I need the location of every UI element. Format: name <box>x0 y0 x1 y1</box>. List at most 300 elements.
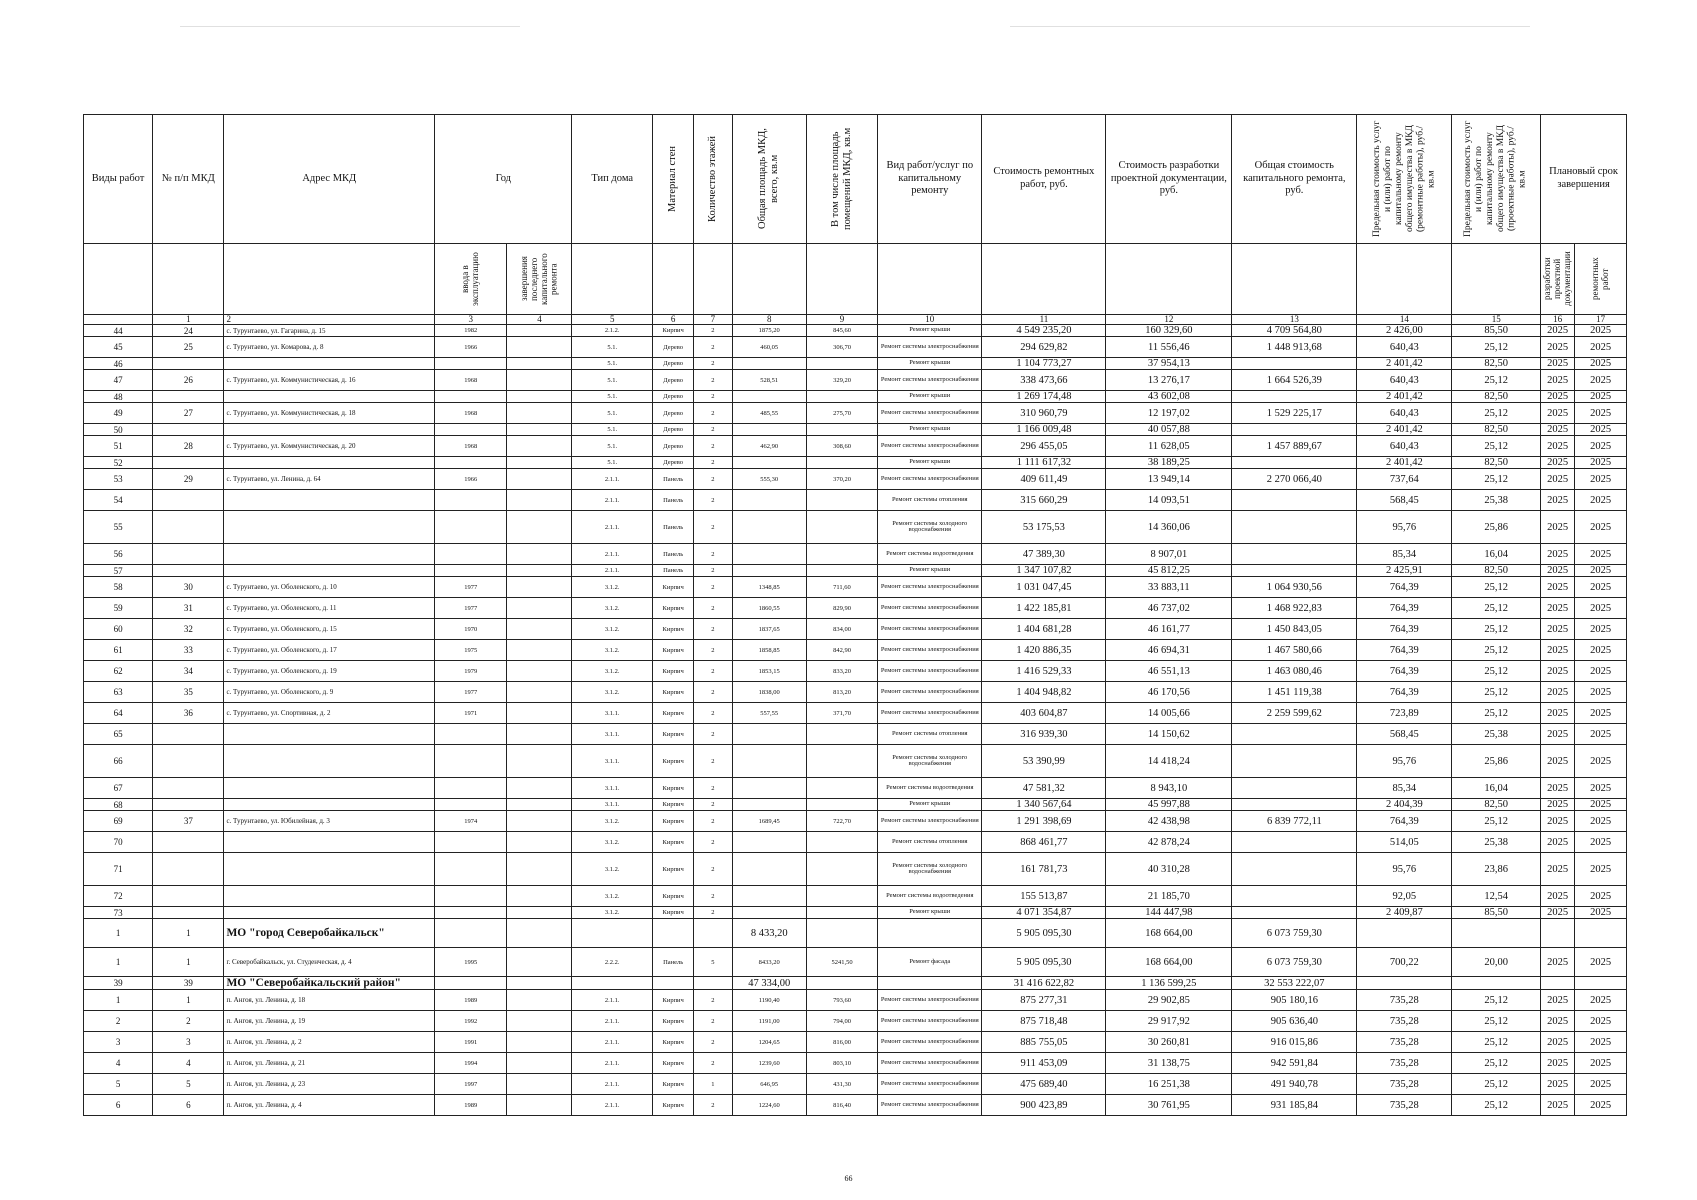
cell-year-commission <box>435 778 507 799</box>
cell-deadline-repair: 2025 <box>1575 703 1627 724</box>
cell-deadline-repair <box>1575 977 1627 990</box>
cell-total-area: 555,30 <box>732 469 806 490</box>
cell-mkd-number <box>153 565 224 577</box>
cell-deadline-repair: 2025 <box>1575 907 1627 919</box>
col-number: 4 <box>507 315 572 325</box>
table-row <box>84 337 1627 358</box>
cell-work-type-number: 64 <box>84 703 153 724</box>
cell-address: с. Турунтаево, ул. Оболенского, д. 9 <box>224 682 435 703</box>
cell-year-commission <box>435 907 507 919</box>
cell-total-area: 1853,15 <box>732 661 806 682</box>
cell-total-area: 47 334,00 <box>732 977 806 990</box>
cell-floors: 2 <box>694 544 732 565</box>
cell-floors: 2 <box>694 1053 732 1074</box>
cell-wall-material: Кирпич <box>653 724 694 745</box>
cell-floors: 2 <box>694 640 732 661</box>
cell-deadline-design: 2025 <box>1541 436 1575 457</box>
cell-work-type-number: 69 <box>84 811 153 832</box>
cell-repair-cost: 875 718,48 <box>982 1011 1106 1032</box>
table-row <box>84 853 1627 886</box>
cell-limit-design: 25,12 <box>1452 619 1541 640</box>
table-row <box>84 948 1627 977</box>
cell-total-area: 485,55 <box>732 403 806 424</box>
cell-year-last-repair <box>507 511 572 544</box>
cell-house-type: 3.1.2. <box>572 886 653 907</box>
cell-total-area <box>732 490 806 511</box>
cell-design-cost: 46 551,13 <box>1106 661 1232 682</box>
scan-artifact <box>180 26 520 27</box>
cell-house-type: 3.1.1. <box>572 724 653 745</box>
cell-total-cost: 1 468 922,83 <box>1232 598 1357 619</box>
cell-address: п. Ангоя, ул. Ленина, д. 19 <box>224 1011 435 1032</box>
cell-mkd-number: 28 <box>153 436 224 457</box>
cell-deadline-repair: 2025 <box>1575 886 1627 907</box>
cell-work-kind: Ремонт системы электроснабжения <box>878 640 982 661</box>
col-number: 3 <box>435 315 507 325</box>
cell-wall-material: Кирпич <box>653 778 694 799</box>
cell-deadline-design: 2025 <box>1541 1032 1575 1053</box>
cell-mkd-number: 30 <box>153 577 224 598</box>
cell-mkd-number: 36 <box>153 703 224 724</box>
cell-year-last-repair <box>507 886 572 907</box>
cell-limit-repair: 640,43 <box>1357 370 1452 391</box>
cell-total-cost <box>1232 511 1357 544</box>
cell-wall-material: Кирпич <box>653 907 694 919</box>
cell-floors: 2 <box>694 799 732 811</box>
cell-limit-repair: 640,43 <box>1357 403 1452 424</box>
cell-work-kind: Ремонт системы водоотведения <box>878 544 982 565</box>
cell-wall-material: Панель <box>653 948 694 977</box>
cell-work-kind: Ремонт системы электроснабжения <box>878 1074 982 1095</box>
cell-total-cost <box>1232 457 1357 469</box>
cell-address: с. Турунтаево, ул. Коммунистическая, д. 20 <box>224 436 435 457</box>
cell-year-last-repair <box>507 661 572 682</box>
cell-premises-area: 816,40 <box>806 1095 877 1116</box>
cell-work-type-number: 55 <box>84 511 153 544</box>
cell-work-kind <box>878 919 982 948</box>
cell-deadline-design: 2025 <box>1541 811 1575 832</box>
cell-year-commission: 1991 <box>435 1032 507 1053</box>
cell-address: с. Турунтаево, ул. Оболенского, д. 15 <box>224 619 435 640</box>
cell-address <box>224 886 435 907</box>
cell-limit-design: 25,12 <box>1452 682 1541 703</box>
cell-deadline-design: 2025 <box>1541 1095 1575 1116</box>
cell-total-cost <box>1232 544 1357 565</box>
cell-year-commission <box>435 457 507 469</box>
cell-year-commission <box>435 544 507 565</box>
cell-floors: 2 <box>694 469 732 490</box>
cell-deadline-design: 2025 <box>1541 619 1575 640</box>
table-row <box>84 907 1627 919</box>
cell-work-kind: Ремонт системы электроснабжения <box>878 1095 982 1116</box>
cell-total-area <box>732 424 806 436</box>
cell-wall-material: Дерево <box>653 391 694 403</box>
cell-limit-repair: 640,43 <box>1357 337 1452 358</box>
cell-address: с. Турунтаево, ул. Оболенского, д. 17 <box>224 640 435 661</box>
cell-wall-material: Панель <box>653 511 694 544</box>
header-limit-design: Предельная стоимость услуг и (или) работ по капитальному ремонту общего имущества в МКД (проектные работы), руб./кв.м <box>1452 115 1541 244</box>
cell-deadline-design: 2025 <box>1541 682 1575 703</box>
cell-wall-material: Кирпич <box>653 682 694 703</box>
cell-premises-area: 803,10 <box>806 1053 877 1074</box>
cell-year-last-repair <box>507 907 572 919</box>
cell-address: г. Северобайкальск, ул. Студенческая, д. 4 <box>224 948 435 977</box>
cell-address: МО "Северобайкальский район" <box>224 977 435 990</box>
cell-deadline-design: 2025 <box>1541 853 1575 886</box>
cell-limit-repair: 2 401,42 <box>1357 391 1452 403</box>
cell-design-cost: 14 093,51 <box>1106 490 1232 511</box>
cell-deadline-design: 2025 <box>1541 391 1575 403</box>
cell-house-type: 2.1.1. <box>572 1074 653 1095</box>
cell-total-area <box>732 391 806 403</box>
cell-work-type-number: 73 <box>84 907 153 919</box>
cell-repair-cost: 5 905 095,30 <box>982 919 1106 948</box>
cell-total-area <box>732 544 806 565</box>
cell-deadline-repair: 2025 <box>1575 598 1627 619</box>
scan-artifact <box>1010 26 1530 27</box>
cell-total-cost <box>1232 853 1357 886</box>
cell-total-cost <box>1232 832 1357 853</box>
cell-total-cost: 1 664 526,39 <box>1232 370 1357 391</box>
cell-deadline-design <box>1541 919 1575 948</box>
cell-work-kind: Ремонт крыши <box>878 391 982 403</box>
cell-house-type: 5.1. <box>572 337 653 358</box>
cell-floors: 2 <box>694 619 732 640</box>
cell-total-cost <box>1232 724 1357 745</box>
cell-wall-material: Кирпич <box>653 661 694 682</box>
cell-address <box>224 511 435 544</box>
cell-floors: 2 <box>694 511 732 544</box>
cell-deadline-design: 2025 <box>1541 370 1575 391</box>
cell-total-area: 1204,65 <box>732 1032 806 1053</box>
table-row <box>84 832 1627 853</box>
cell-year-last-repair <box>507 1095 572 1116</box>
cell-floors: 2 <box>694 457 732 469</box>
cell-repair-cost: 315 660,29 <box>982 490 1106 511</box>
cell-house-type: 3.1.1. <box>572 778 653 799</box>
cell-wall-material: Кирпич <box>653 990 694 1011</box>
cell-repair-cost: 155 513,87 <box>982 886 1106 907</box>
cell-mkd-number <box>153 886 224 907</box>
cell-address <box>224 907 435 919</box>
cell-year-last-repair <box>507 977 572 990</box>
cell-design-cost: 40 057,88 <box>1106 424 1232 436</box>
cell-total-cost <box>1232 886 1357 907</box>
cell-floors: 2 <box>694 778 732 799</box>
cell-limit-design: 25,12 <box>1452 403 1541 424</box>
cell-repair-cost: 1 347 107,82 <box>982 565 1106 577</box>
cell-repair-cost: 1 404 681,28 <box>982 619 1106 640</box>
cell-work-kind: Ремонт крыши <box>878 457 982 469</box>
cell-total-area <box>732 724 806 745</box>
cell-deadline-design: 2025 <box>1541 325 1575 337</box>
cell-work-kind: Ремонт системы отопления <box>878 724 982 745</box>
cell-limit-repair: 2 404,39 <box>1357 799 1452 811</box>
cell-premises-area <box>806 832 877 853</box>
cell-deadline-design: 2025 <box>1541 724 1575 745</box>
cell-limit-design: 85,50 <box>1452 907 1541 919</box>
cell-limit-repair: 735,28 <box>1357 1032 1452 1053</box>
cell-wall-material: Кирпич <box>653 1095 694 1116</box>
cell-total-area: 528,51 <box>732 370 806 391</box>
cell-total-cost <box>1232 490 1357 511</box>
cell-limit-repair: 568,45 <box>1357 724 1452 745</box>
cell-house-type: 3.1.2. <box>572 640 653 661</box>
cell-design-cost: 11 628,05 <box>1106 436 1232 457</box>
cell-work-type-number: 49 <box>84 403 153 424</box>
cell-year-commission <box>435 919 507 948</box>
cell-house-type: 3.1.2. <box>572 598 653 619</box>
cell-year-last-repair <box>507 598 572 619</box>
cell-deadline-design: 2025 <box>1541 358 1575 370</box>
cell-work-type-number: 50 <box>84 424 153 436</box>
municipality-total-row <box>84 977 1627 990</box>
cell-floors: 2 <box>694 391 732 403</box>
cell-deadline-repair: 2025 <box>1575 511 1627 544</box>
cell-deadline-repair: 2025 <box>1575 682 1627 703</box>
cell-limit-repair <box>1357 977 1452 990</box>
cell-mkd-number <box>153 907 224 919</box>
table-row <box>84 490 1627 511</box>
cell-deadline-repair: 2025 <box>1575 358 1627 370</box>
cell-wall-material: Кирпич <box>653 886 694 907</box>
cell-address <box>224 724 435 745</box>
cell-total-cost <box>1232 778 1357 799</box>
cell-total-cost: 1 064 930,56 <box>1232 577 1357 598</box>
cell-premises-area: 793,60 <box>806 990 877 1011</box>
cell-repair-cost: 875 277,31 <box>982 990 1106 1011</box>
cell-mkd-number: 26 <box>153 370 224 391</box>
cell-mkd-number: 33 <box>153 640 224 661</box>
cell-total-cost <box>1232 907 1357 919</box>
table-row <box>84 403 1627 424</box>
cell-address: п. Ангоя, ул. Ленина, д. 21 <box>224 1053 435 1074</box>
cell-limit-repair: 735,28 <box>1357 1074 1452 1095</box>
table-row <box>84 745 1627 778</box>
cell-work-kind: Ремонт системы холодного водоснабжения <box>878 853 982 886</box>
cell-floors: 2 <box>694 907 732 919</box>
cell-year-commission: 1968 <box>435 436 507 457</box>
table-row <box>84 1074 1627 1095</box>
cell-floors: 2 <box>694 436 732 457</box>
cell-work-kind: Ремонт системы электроснабжения <box>878 1011 982 1032</box>
cell-limit-repair: 568,45 <box>1357 490 1452 511</box>
cell-repair-cost: 31 416 622,82 <box>982 977 1106 990</box>
cell-limit-design: 25,12 <box>1452 661 1541 682</box>
table-row <box>84 325 1627 337</box>
cell-year-last-repair <box>507 325 572 337</box>
cell-house-type <box>572 919 653 948</box>
cell-year-commission: 1977 <box>435 577 507 598</box>
cell-mkd-number <box>153 724 224 745</box>
cell-house-type: 3.1.2. <box>572 661 653 682</box>
cell-limit-repair: 85,34 <box>1357 778 1452 799</box>
cell-deadline-repair: 2025 <box>1575 544 1627 565</box>
cell-deadline-design: 2025 <box>1541 886 1575 907</box>
cell-total-area: 1875,20 <box>732 325 806 337</box>
cell-mkd-number <box>153 511 224 544</box>
cell-floors: 2 <box>694 832 732 853</box>
cell-year-commission <box>435 565 507 577</box>
cell-year-last-repair <box>507 619 572 640</box>
cell-design-cost: 46 694,31 <box>1106 640 1232 661</box>
cell-limit-repair: 2 426,00 <box>1357 325 1452 337</box>
cell-total-cost: 931 185,84 <box>1232 1095 1357 1116</box>
cell-year-last-repair <box>507 948 572 977</box>
cell-work-kind: Ремонт системы отопления <box>878 490 982 511</box>
cell-house-type: 3.1.1. <box>572 799 653 811</box>
cell-address: п. Ангоя, ул. Ленина, д. 23 <box>224 1074 435 1095</box>
cell-work-type-number: 3 <box>84 1032 153 1053</box>
cell-limit-design: 25,12 <box>1452 1053 1541 1074</box>
cell-total-area: 460,05 <box>732 337 806 358</box>
cell-deadline-repair: 2025 <box>1575 778 1627 799</box>
cell-repair-cost: 1 111 617,32 <box>982 457 1106 469</box>
cell-total-cost: 1 450 843,05 <box>1232 619 1357 640</box>
cell-address: с. Турунтаево, ул. Коммунистическая, д. 18 <box>224 403 435 424</box>
cell-total-area: 1860,55 <box>732 598 806 619</box>
cell-repair-cost: 1 104 773,27 <box>982 358 1106 370</box>
table-row <box>84 1053 1627 1074</box>
cell-repair-cost: 316 939,30 <box>982 724 1106 745</box>
cell-design-cost: 38 189,25 <box>1106 457 1232 469</box>
cell-limit-design <box>1452 977 1541 990</box>
cell-design-cost: 43 602,08 <box>1106 391 1232 403</box>
cell-total-area <box>732 907 806 919</box>
cell-wall-material: Кирпич <box>653 1011 694 1032</box>
cell-deadline-repair: 2025 <box>1575 619 1627 640</box>
cell-limit-repair <box>1357 919 1452 948</box>
col-number: 13 <box>1232 315 1357 325</box>
cell-design-cost: 14 005,66 <box>1106 703 1232 724</box>
cell-deadline-design: 2025 <box>1541 1011 1575 1032</box>
cell-work-kind: Ремонт системы электроснабжения <box>878 661 982 682</box>
cell-wall-material: Кирпич <box>653 1074 694 1095</box>
cell-year-commission: 1968 <box>435 370 507 391</box>
cell-total-area <box>732 511 806 544</box>
cell-mkd-number: 6 <box>153 1095 224 1116</box>
cell-address: с. Турунтаево, ул. Оболенского, д. 10 <box>224 577 435 598</box>
cell-design-cost: 8 943,10 <box>1106 778 1232 799</box>
col-number: 5 <box>572 315 653 325</box>
cell-total-area: 8433,20 <box>732 948 806 977</box>
cell-total-area: 557,55 <box>732 703 806 724</box>
cell-year-last-repair <box>507 832 572 853</box>
cell-design-cost: 42 438,98 <box>1106 811 1232 832</box>
header-work-types: Виды работ <box>84 115 153 244</box>
cell-work-type-number: 61 <box>84 640 153 661</box>
col-number: 16 <box>1541 315 1575 325</box>
cell-premises-area: 329,20 <box>806 370 877 391</box>
cell-limit-repair: 764,39 <box>1357 682 1452 703</box>
cell-year-last-repair <box>507 1053 572 1074</box>
cell-deadline-repair: 2025 <box>1575 990 1627 1011</box>
cell-house-type: 3.1.1. <box>572 745 653 778</box>
cell-premises-area <box>806 853 877 886</box>
cell-deadline-repair: 2025 <box>1575 1074 1627 1095</box>
cell-design-cost: 29 902,85 <box>1106 990 1232 1011</box>
cell-limit-repair: 735,28 <box>1357 1053 1452 1074</box>
cell-year-commission <box>435 886 507 907</box>
cell-repair-cost: 1 404 948,82 <box>982 682 1106 703</box>
cell-limit-design: 25,12 <box>1452 640 1541 661</box>
header-repair-cost: Стоимость ремонтных работ, руб. <box>982 115 1106 244</box>
cell-address: МО "город Северобайкальск" <box>224 919 435 948</box>
cell-year-commission <box>435 853 507 886</box>
cell-limit-repair: 95,76 <box>1357 853 1452 886</box>
cell-address <box>224 832 435 853</box>
cell-mkd-number <box>153 358 224 370</box>
cell-limit-design <box>1452 919 1541 948</box>
cell-limit-repair: 700,22 <box>1357 948 1452 977</box>
cell-floors: 5 <box>694 948 732 977</box>
cell-mkd-number: 29 <box>153 469 224 490</box>
cell-work-type-number: 65 <box>84 724 153 745</box>
table-row <box>84 598 1627 619</box>
cell-work-type-number: 2 <box>84 1011 153 1032</box>
cell-work-kind: Ремонт системы электроснабжения <box>878 990 982 1011</box>
cell-floors: 2 <box>694 853 732 886</box>
cell-total-cost: 916 015,86 <box>1232 1032 1357 1053</box>
cell-work-type-number: 48 <box>84 391 153 403</box>
cell-address: с. Турунтаево, ул. Гагарина, д. 15 <box>224 325 435 337</box>
cell-limit-design: 82,50 <box>1452 799 1541 811</box>
header-design-cost: Стоимость разработки проектной документации, руб. <box>1106 115 1232 244</box>
cell-premises-area: 370,20 <box>806 469 877 490</box>
cell-address <box>224 799 435 811</box>
cell-address <box>224 565 435 577</box>
cell-repair-cost: 403 604,87 <box>982 703 1106 724</box>
cell-work-type-number: 59 <box>84 598 153 619</box>
cell-mkd-number <box>153 391 224 403</box>
table-body <box>84 325 1627 1116</box>
cell-floors: 2 <box>694 703 732 724</box>
cell-wall-material: Кирпич <box>653 745 694 778</box>
cell-year-last-repair <box>507 469 572 490</box>
cell-deadline-design: 2025 <box>1541 565 1575 577</box>
cell-year-last-repair <box>507 778 572 799</box>
table-row <box>84 544 1627 565</box>
cell-house-type: 2.1.1. <box>572 565 653 577</box>
cell-limit-repair: 764,39 <box>1357 619 1452 640</box>
cell-total-cost: 32 553 222,07 <box>1232 977 1357 990</box>
cell-design-cost: 14 418,24 <box>1106 745 1232 778</box>
cell-address: с. Турунтаево, ул. Юбилейная, д. 3 <box>224 811 435 832</box>
cell-design-cost: 16 251,38 <box>1106 1074 1232 1095</box>
cell-work-type-number: 56 <box>84 544 153 565</box>
cell-wall-material: Кирпич <box>653 799 694 811</box>
cell-repair-cost: 1 416 529,33 <box>982 661 1106 682</box>
cell-total-area <box>732 778 806 799</box>
cell-address <box>224 778 435 799</box>
cell-premises-area: 816,00 <box>806 1032 877 1053</box>
col-number: 17 <box>1575 315 1627 325</box>
cell-premises-area: 834,00 <box>806 619 877 640</box>
cell-total-cost: 6 073 759,30 <box>1232 919 1357 948</box>
cell-year-last-repair <box>507 1011 572 1032</box>
cell-deadline-repair: 2025 <box>1575 577 1627 598</box>
cell-premises-area <box>806 907 877 919</box>
cell-limit-repair: 764,39 <box>1357 811 1452 832</box>
cell-wall-material: Дерево <box>653 358 694 370</box>
cell-floors: 2 <box>694 577 732 598</box>
cell-limit-design: 85,50 <box>1452 325 1541 337</box>
cell-year-last-repair <box>507 724 572 745</box>
header-deadline: Плановый срок завершения <box>1541 115 1627 244</box>
cell-total-area <box>732 853 806 886</box>
col-number: 15 <box>1452 315 1541 325</box>
cell-deadline-repair: 2025 <box>1575 1053 1627 1074</box>
